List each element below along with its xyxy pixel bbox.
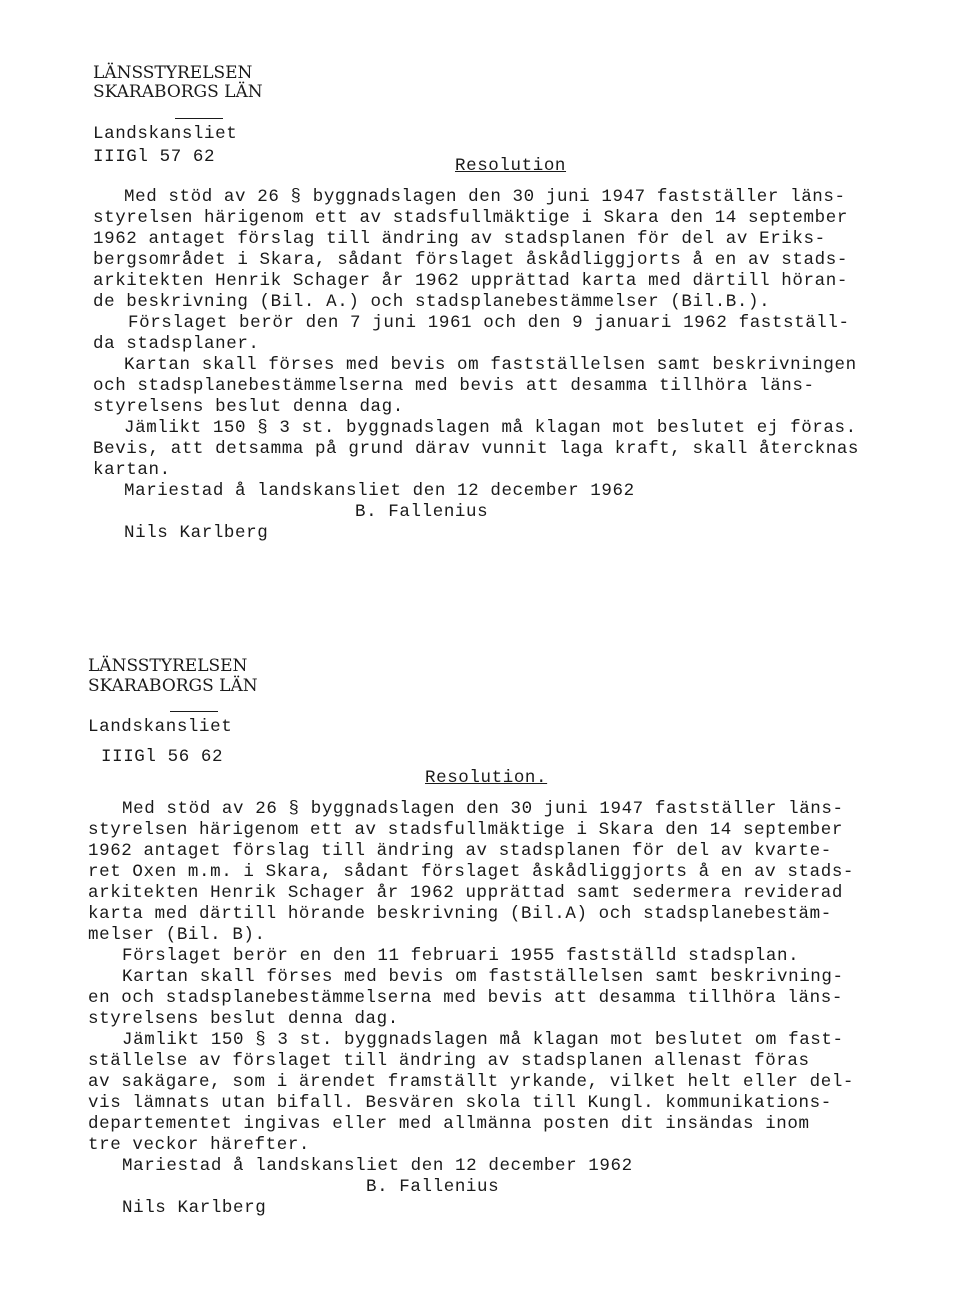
resolution-heading: Resolution	[455, 156, 567, 176]
signatory: B. Fallenius	[355, 502, 489, 522]
body-line: 1962 antaget förslag till ändring av stadsplanen för del av kvarte-	[88, 841, 832, 861]
signatory: B. Fallenius	[366, 1177, 500, 1197]
body-line: arkitekten Henrik Schager år 1962 upprättad karta med därtill höran-	[93, 271, 848, 291]
body-line: vis lämnats utan bifall. Besvären skola till Kungl. kommunikations-	[88, 1093, 832, 1113]
body-line: kartan.	[93, 460, 171, 480]
body-line: karta med därtill hörande beskrivning (Bil.A) och stadsplanebestäm-	[88, 904, 832, 924]
countersignatory: Nils Karlberg	[122, 1198, 267, 1218]
authority-name: LÄNSSTYRELSEN	[93, 63, 253, 83]
body-line: Kartan skall förses med bevis om fastställelsen samt beskrivning-	[122, 967, 844, 987]
office-overline	[170, 711, 218, 712]
body-line: Med stöd av 26 § byggnadslagen den 30 juni 1947 fastställer läns-	[122, 799, 844, 819]
body-line: styrelsen härigenom ett av stadsfullmäktige i Skara den 14 september	[88, 820, 843, 840]
reference-number: IIIGl 57 62	[93, 147, 216, 167]
authority-county: SKARABORGS LÄN	[88, 676, 258, 696]
body-line: styrelsen härigenom ett av stadsfullmäktige i Skara den 14 september	[93, 208, 848, 228]
body-line: departementet ingivas eller med allmänna posten dit insändas inom	[88, 1114, 810, 1134]
body-line: Förslaget berör en den 11 februari 1955 fastställd stadsplan.	[122, 946, 800, 966]
body-line: ställelse av förslaget till ändring av stadsplanen allenast föras	[88, 1051, 810, 1071]
authority-county: SKARABORGS LÄN	[93, 82, 263, 102]
body-line: 1962 antaget förslag till ändring av stadsplanen för del av Eriks-	[93, 229, 826, 249]
authority-name: LÄNSSTYRELSEN	[88, 656, 248, 676]
body-line: da stadsplaner.	[93, 334, 260, 354]
body-line: Förslaget berör den 7 juni 1961 och den 9 januari 1962 fastställ-	[128, 313, 850, 333]
body-line: styrelsens beslut denna dag.	[88, 1009, 399, 1029]
resolution-heading: Resolution.	[425, 768, 548, 788]
body-line: melser (Bil. B).	[88, 925, 266, 945]
body-line: och stadsplanebestämmelserna med bevis att desamma tillhöra läns-	[93, 376, 815, 396]
place-date: Mariestad å landskansliet den 12 december 1962	[124, 481, 635, 501]
body-line: bergsområdet i Skara, sådant förslaget åskådliggjorts å en av stads-	[93, 250, 848, 270]
body-line: Kartan skall förses med bevis om fastställelsen samt beskrivningen	[124, 355, 857, 375]
place-date: Mariestad å landskansliet den 12 december 1962	[122, 1156, 633, 1176]
body-line: de beskrivning (Bil. A.) och stadsplanebestämmelser (Bil.B.).	[93, 292, 771, 312]
reference-number: IIIGl 56 62	[101, 747, 224, 767]
body-line: Jämlikt 150 § 3 st. byggnadslagen må klagan mot beslutet ej föras.	[124, 418, 857, 438]
body-line: arkitekten Henrik Schager år 1962 upprättad samt sedermera reviderad	[88, 883, 843, 903]
body-line: ret Oxen m.m. i Skara, sådant förslaget åskådliggjorts å en av stads-	[88, 862, 855, 882]
office-overline	[175, 118, 223, 119]
body-line: Med stöd av 26 § byggnadslagen den 30 juni 1947 fastställer läns-	[124, 187, 846, 207]
office-label: Landskansliet	[93, 124, 238, 144]
body-line: Bevis, att detsamma på grund därav vunnit laga kraft, skall återcknas	[93, 439, 860, 459]
body-line: styrelsens beslut denna dag.	[93, 397, 404, 417]
office-label: Landskansliet	[88, 717, 233, 737]
body-line: Jämlikt 150 § 3 st. byggnadslagen må klagan mot beslutet om fast-	[122, 1030, 844, 1050]
body-line: av sakägare, som i ärendet framställt yrkande, vilket helt eller del-	[88, 1072, 855, 1092]
body-line: en och stadsplanebestämmelserna med bevis att desamma tillhöra läns-	[88, 988, 843, 1008]
countersignatory: Nils Karlberg	[124, 523, 269, 543]
body-line: tre veckor härefter.	[88, 1135, 311, 1155]
